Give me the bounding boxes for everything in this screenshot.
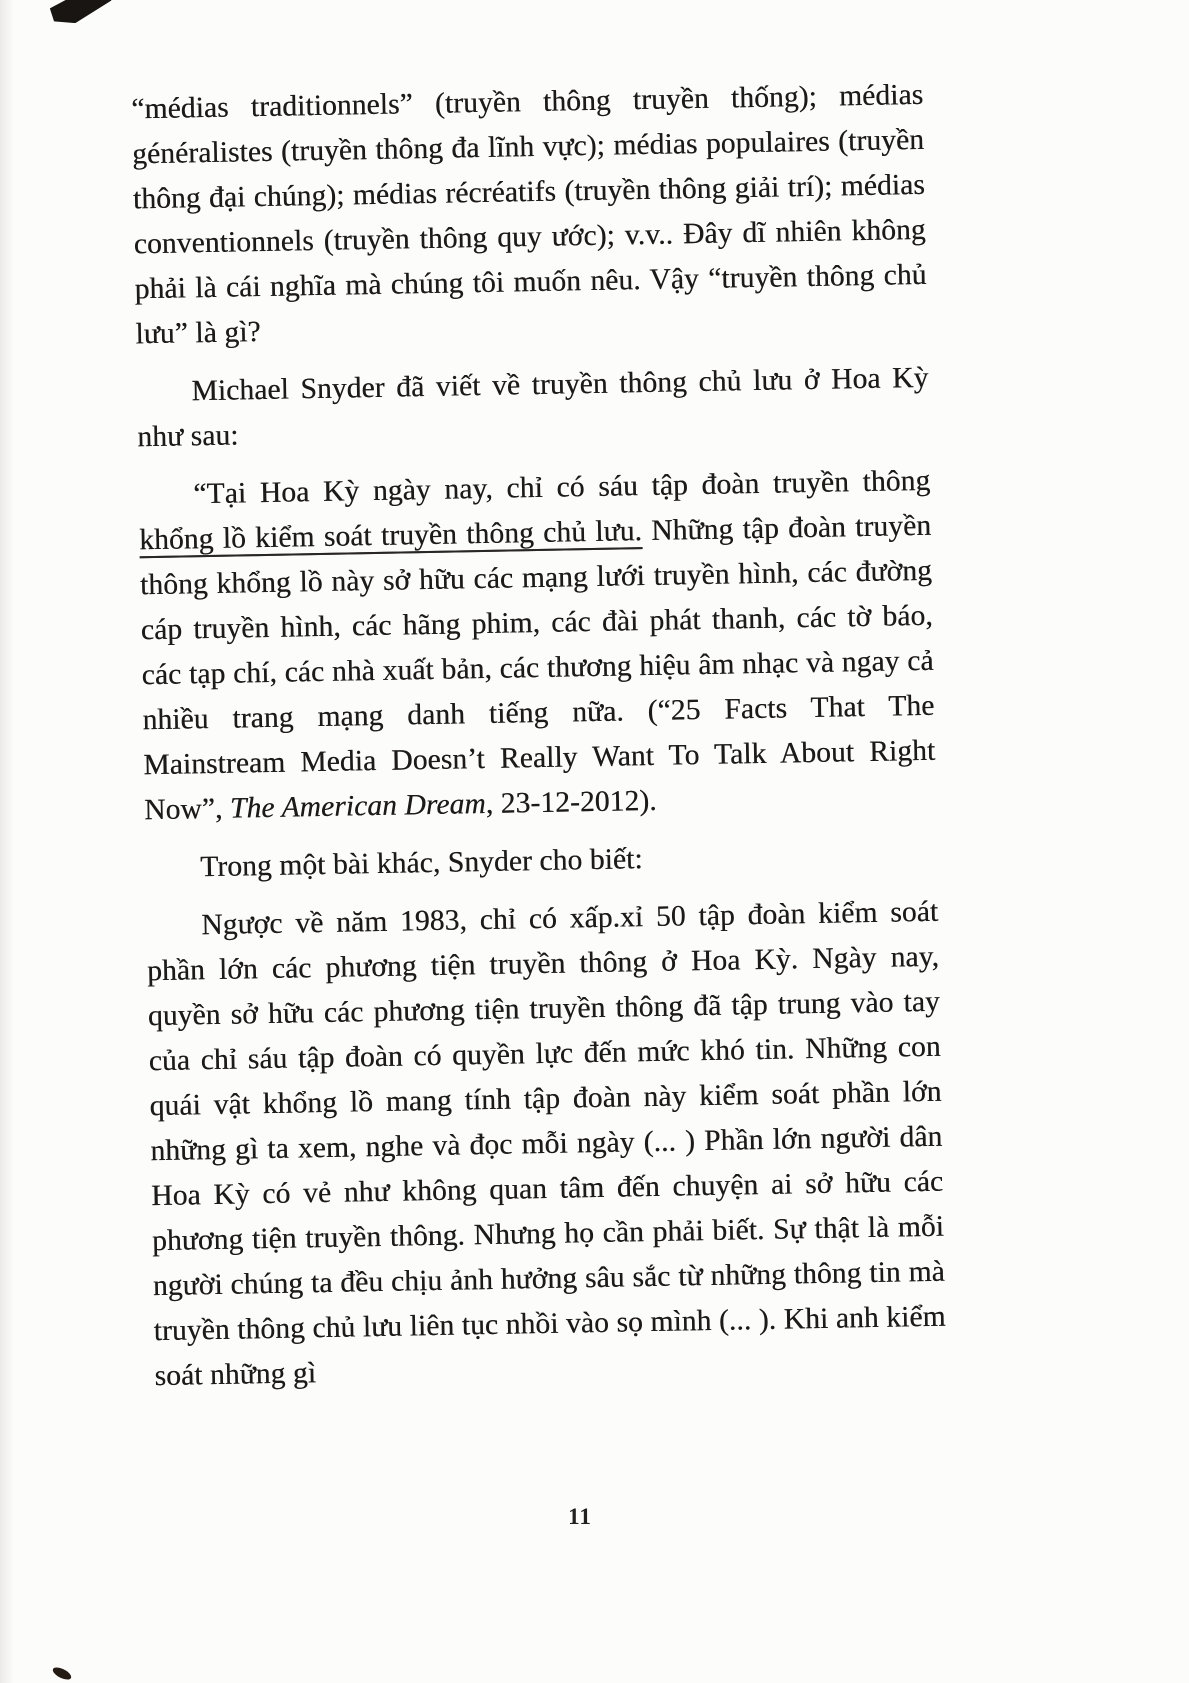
page-number: 11: [568, 1504, 592, 1529]
citation-source-italic: The American Dream: [229, 787, 487, 825]
quote-text-start: “Tại Hoa Kỳ ngày nay, chỉ có sáu tập đoàn truyền thông: [193, 464, 931, 511]
paragraph-snyder-other-article: Trong một bài khác, Snyder cho biết:: [199, 843, 643, 884]
pen-underlined-text: khổng lồ kiểm soát truyền thông chủ lưu.: [138, 515, 643, 557]
paragraph-snyder-intro: Michael Snyder đã viết về truyền thông chủ lưu ở Hoa Kỳ như sau:: [137, 361, 929, 454]
scan-smudge-top-left: [49, 0, 122, 26]
page-text-block: [131, 73, 947, 1412]
paragraph-quote-six-corporations: [138, 459, 936, 833]
paragraph-media-terms: “médias traditionnels” (truyền thông truyền thống); médias généralistes (truyền thông đa lĩnh vực); médias populaires (truyền thông đại chúng); médias récréatifs (truyền thông giải trí); médias conventionnels (truyền thông quy ước); v.v.. Đây dĩ nhiên không phải là cái nghĩa mà chúng tôi muốn nêu. Vậy “truyền thông chủ lưu” là gì?: [131, 78, 927, 351]
paragraph-quote-1983: Ngược về năm 1983, chỉ có xấp.xỉ 50 tập đoàn kiểm soát phần lớn các phương tiện truyền thông ở Hoa Kỳ. Ngày nay, quyền sở hữu các phương tiện truyền thông đã tập trung vào tay của chỉ sáu tập đoàn có quyền lực đến mức khó tin. Những con quái vật khổng lồ mang tính tập đoàn này kiểm soát phần lớn những gì ta xem, nghe và đọc mỗi ngày (... ) Phần lớn người dân Hoa Kỳ có vẻ như không quan tâm đến chuyện ai sở hữu các phương tiện truyền thông. Nhưng họ cần phải biết. Sự thật là mỗi người chúng ta đều chịu ảnh hưởng sâu sắc từ những thông tin mà truyền thông chủ lưu liên tục nhồi vào sọ mình (... ). Khi anh kiểm soát những gì: [146, 895, 946, 1393]
quote-text-middle: Những tập đoàn truyền thông khổng lồ này sở hữu các mạng lưới truyền hình, các đường cáp truyền hình, các hãng phim, các đài phát thanh, các tờ báo, các tạp chí, các nhà xuất bản, các thương hiệu âm nhạc và ngay cả nhiều trang mạng danh tiếng nữa. (“25 Facts That The Mainstream Media Doesn’t Really Want To Talk About Right Now”,: [139, 509, 936, 827]
scan-smudge-bottom-left: [51, 1665, 73, 1681]
quote-text-end: , 23-12-2012).: [485, 784, 657, 820]
